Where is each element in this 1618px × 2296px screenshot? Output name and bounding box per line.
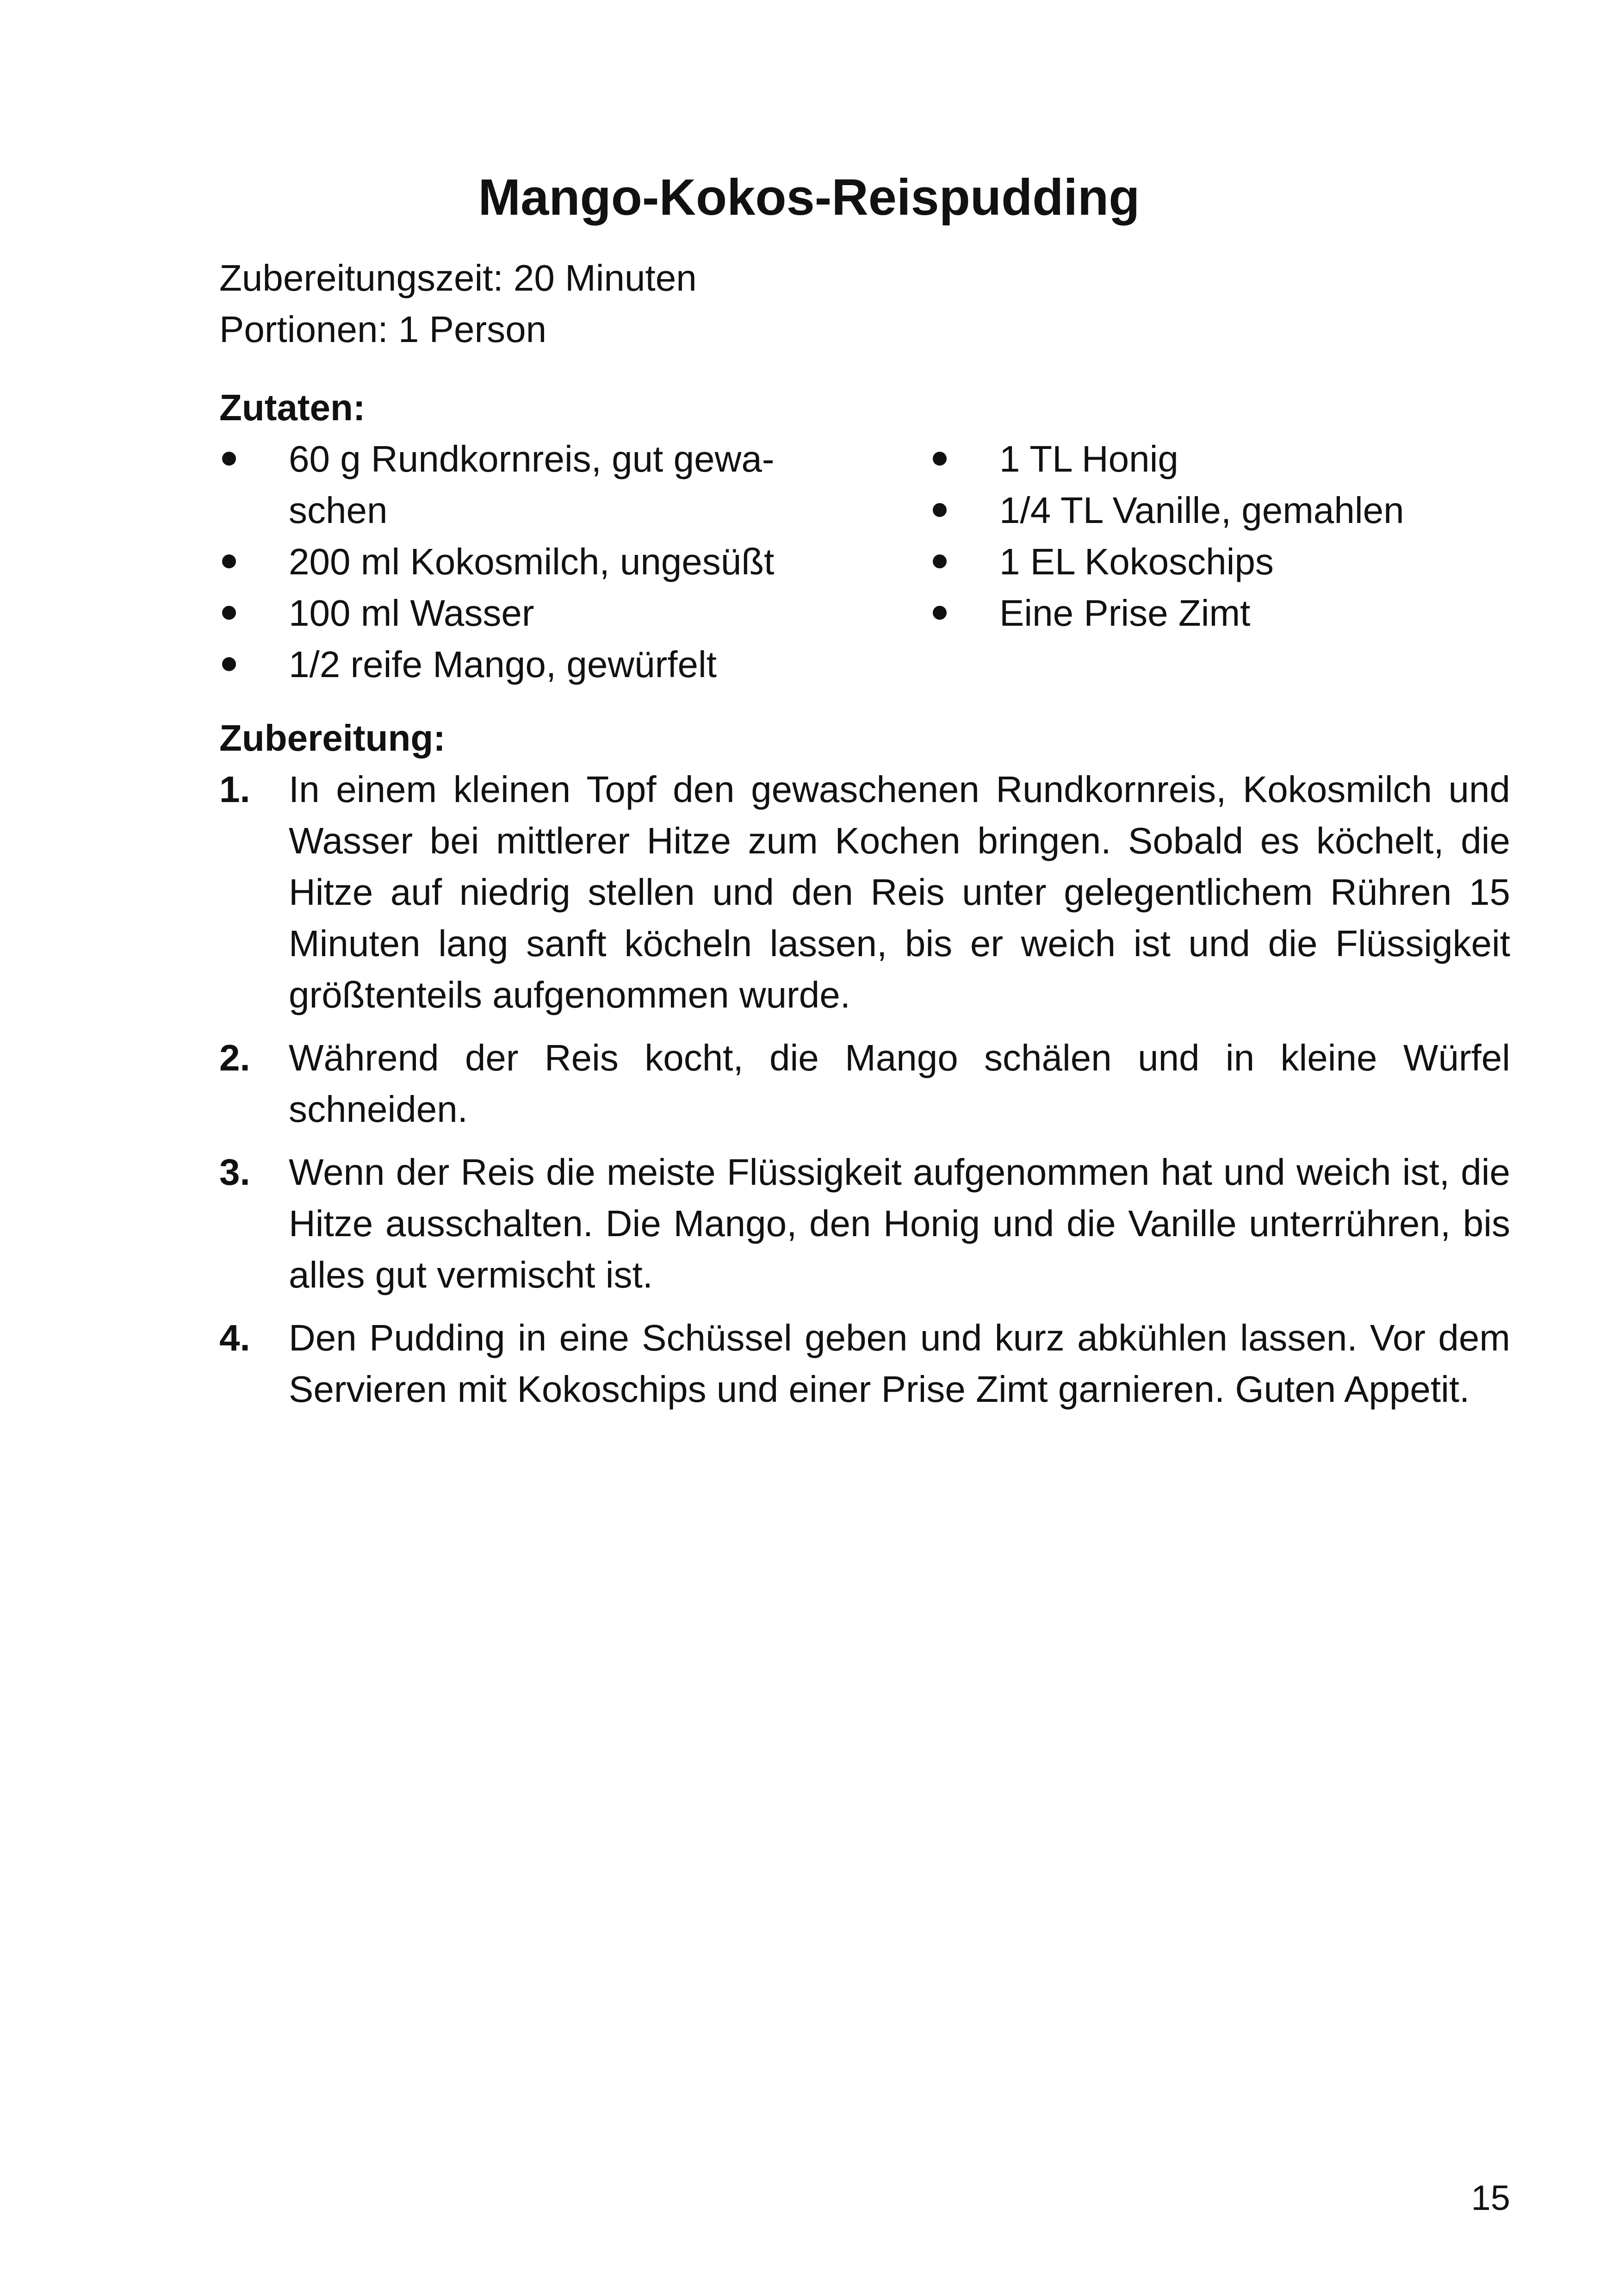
- ingredient-item: [219, 536, 830, 587]
- ingredient-item: [219, 433, 830, 536]
- step-item: [219, 764, 1510, 1020]
- page-title: Mango-Kokos-Reispudding: [478, 169, 1140, 226]
- step-item: [219, 1032, 1510, 1135]
- ingredient-item: [930, 536, 1531, 587]
- step-item: [219, 1146, 1510, 1300]
- ingredient-item: [930, 433, 1531, 485]
- ingredient-item: [930, 485, 1531, 536]
- step-number: 2.: [219, 1037, 250, 1078]
- ingredient-item: [219, 639, 830, 690]
- ingredient-item: [930, 587, 1531, 639]
- ingredient-text: Eine Prise Zimt: [999, 592, 1251, 634]
- step-text: Wenn der Reis die meiste Flüssigkeit aufgenommen hat und weich ist, die Hitze ausschalten. Die Mango, den Honig und die Vanille unterrühren, bis alles gut vermischt ist.: [289, 1151, 1510, 1295]
- servings: Portionen: 1 Person: [219, 309, 547, 350]
- ingredient-text: 60 g Rundkornreis, gut gewa-schen: [289, 438, 775, 531]
- ingredient-text: 1 TL Honig: [999, 438, 1178, 479]
- ingredient-text: 1/4 TL Vanille, gemahlen: [999, 490, 1404, 531]
- step-item: [219, 1312, 1510, 1415]
- ingredient-text: 1 EL Kokoschips: [999, 541, 1274, 582]
- page-number: 15: [1471, 2178, 1510, 2218]
- recipe-meta: [219, 252, 697, 355]
- step-text: Während der Reis kocht, die Mango schälen und in kleine Würfel schneiden.: [289, 1037, 1510, 1130]
- step-number: 4.: [219, 1317, 250, 1358]
- ingredient-item: [219, 587, 830, 639]
- ingredient-text: 1/2 reife Mango, gewürfelt: [289, 644, 717, 685]
- ingredients-heading: Zutaten:: [219, 387, 366, 428]
- step-text: Den Pudding in eine Schüssel geben und kurz abkühlen lassen. Vor dem Servieren mit Kokoschips und einer Prise Zimt garnieren. Guten Appetit.: [289, 1317, 1510, 1410]
- step-text: In einem kleinen Topf den gewaschenen Rundkornreis, Kokosmilch und Wasser bei mittlerer Hitze zum Kochen bringen. Sobald es köchelt, die Hitze auf niedrig stellen und den Reis unter gelegentlichem Rühren 15 Minuten lang sanft köcheln lassen, bis er weich ist und die Flüssigkeit größtenteils aufgenommen wurde.: [289, 769, 1510, 1015]
- ingredients-list-right: [930, 433, 1531, 639]
- step-number: 3.: [219, 1151, 250, 1193]
- preparation-steps: [219, 764, 1510, 1426]
- preparation-heading: Zubereitung:: [219, 717, 446, 759]
- prep-time: Zubereitungszeit: 20 Minuten: [219, 257, 697, 299]
- ingredient-text: 100 ml Wasser: [289, 592, 534, 634]
- ingredient-text: 200 ml Kokosmilch, ungesüßt: [289, 541, 775, 582]
- ingredients-list-left: [219, 433, 830, 690]
- step-number: 1.: [219, 769, 250, 810]
